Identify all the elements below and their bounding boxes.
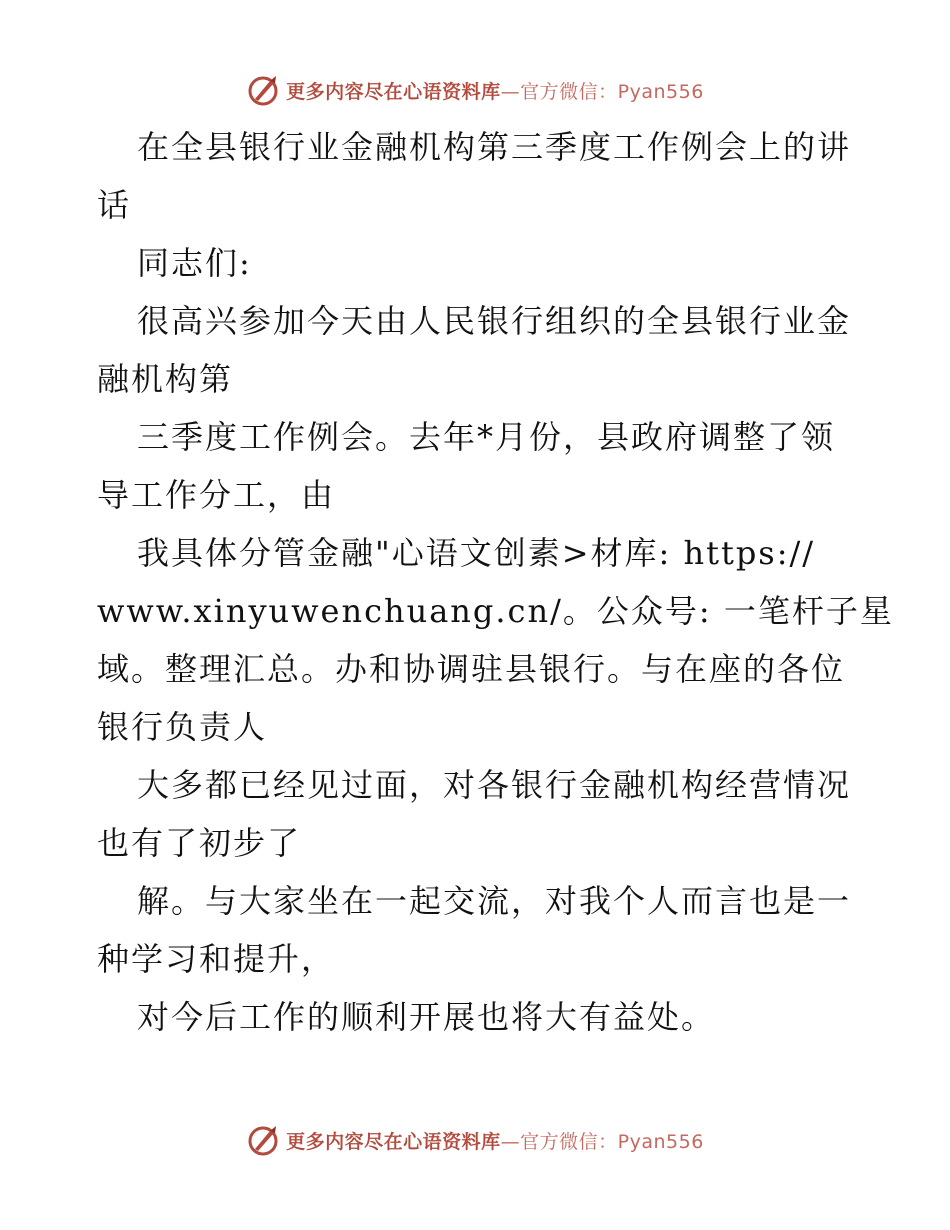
paragraph-line: 银行负责人	[97, 708, 268, 746]
header-watermark-banner	[0, 70, 950, 110]
paragraph-line: 解。与大家坐在一起交流，对我个人而言也是一	[137, 882, 852, 920]
footer-banner-tail: —官方微信：Pyan556	[500, 1130, 704, 1153]
paragraph-line: 融机构第	[97, 360, 234, 398]
footer-banner-text	[286, 1127, 704, 1154]
header-banner-text	[286, 77, 704, 104]
footer-banner-lead: 更多内容尽在心语资料库	[286, 1130, 501, 1153]
quill-pen-logo-icon	[246, 1123, 280, 1157]
footer-watermark-banner	[0, 1120, 950, 1160]
paragraph-line: 种学习和提升，	[97, 940, 336, 978]
paragraph-line: www.xinyuwenchuang.cn/。公众号: 一笔杆子星	[97, 592, 894, 630]
document-title-line-2: 话	[97, 186, 132, 224]
paragraph-line: 对今后工作的顺利开展也将大有益处。	[137, 998, 716, 1036]
paragraph-line: 我具体分管金融"心语文创素>材库: https://	[137, 534, 816, 572]
paragraph-line: 导工作分工，由	[97, 476, 336, 514]
quill-pen-logo-icon	[246, 73, 280, 107]
document-body	[97, 118, 894, 1046]
salutation: 同志们:	[137, 244, 252, 282]
paragraph-line: 很高兴参加今天由人民银行组织的全县银行业金	[137, 302, 852, 340]
header-banner-tail: —官方微信：Pyan556	[500, 80, 704, 103]
paragraph-line: 也有了初步了	[97, 824, 302, 862]
paragraph-line: 域。整理汇总。办和协调驻县银行。与在座的各位	[97, 650, 846, 688]
header-banner-lead: 更多内容尽在心语资料库	[286, 80, 501, 103]
document-title-line-1: 在全县银行业金融机构第三季度工作例会上的讲	[137, 128, 852, 166]
paragraph-line: 三季度工作例会。去年*月份，县政府调整了领	[137, 418, 836, 456]
paragraph-line: 大多都已经见过面，对各银行金融机构经营情况	[137, 766, 852, 804]
